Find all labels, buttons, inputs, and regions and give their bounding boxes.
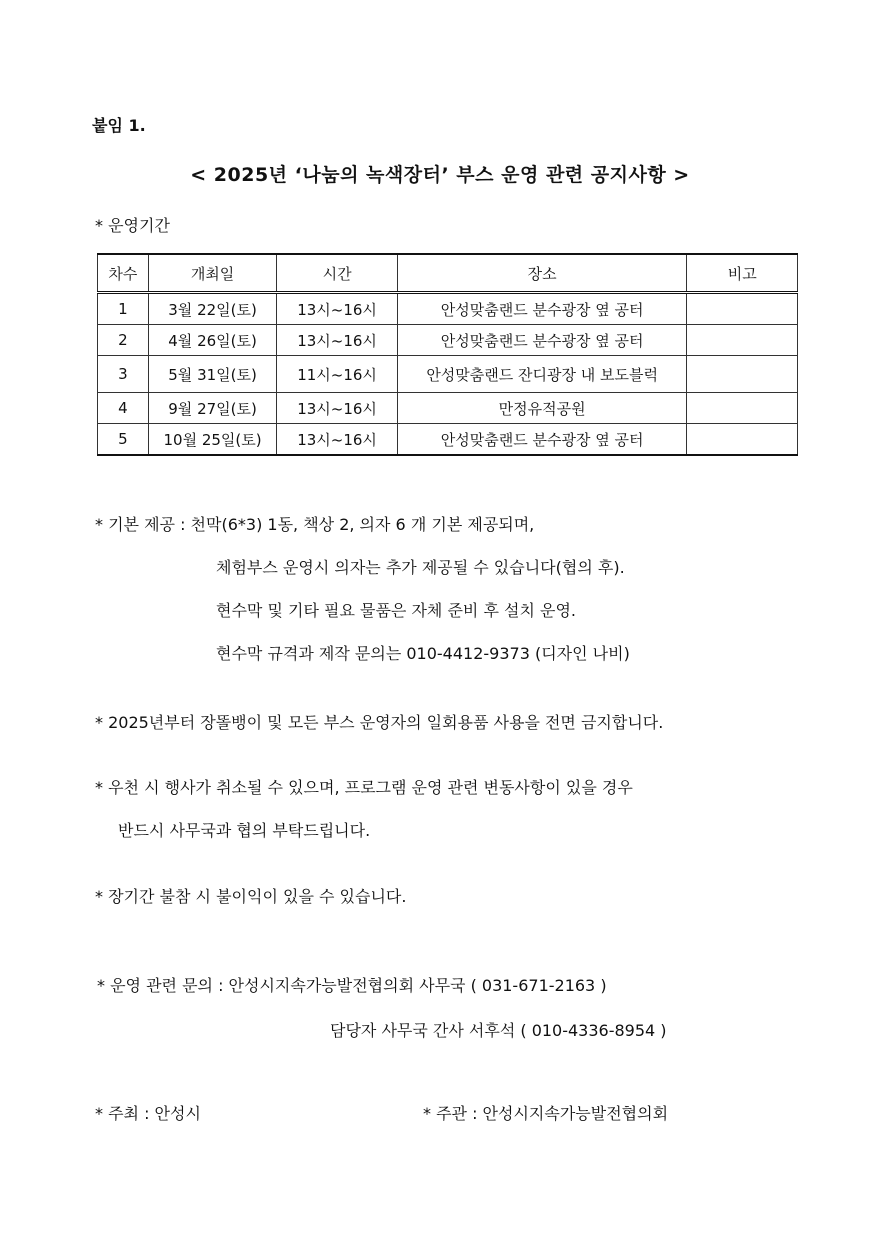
header-cell: 장소	[397, 254, 687, 293]
absence-notice: * 장기간 불참 시 불이익이 있을 수 있습니다.	[95, 887, 407, 906]
date-cell: 9월 27일(토)	[148, 393, 276, 424]
place-cell: 안성맞춤랜드 분수광장 옆 공터	[397, 424, 687, 456]
time-cell: 13시~16시	[277, 393, 398, 424]
place-cell: 안성맞춤랜드 분수광장 옆 공터	[397, 293, 687, 325]
table-row	[98, 325, 798, 356]
organizer-label: * 주관 : 안성시지속가능발전협의회	[423, 1104, 669, 1123]
date-cell: 4월 26일(토)	[148, 325, 276, 356]
round-cell: 2	[98, 325, 149, 356]
basic-provision-line: 현수막 및 기타 필요 물품은 자체 준비 후 설치 운영.	[216, 601, 576, 620]
table-row	[98, 293, 798, 325]
basic-provision-line: 현수막 규격과 제작 문의는 010-4412-9373 (디자인 나비)	[216, 644, 630, 663]
time-cell: 13시~16시	[277, 293, 398, 325]
date-cell: 10월 25일(토)	[148, 424, 276, 456]
note-cell	[687, 356, 798, 393]
host-label: * 주최 : 안성시	[95, 1104, 201, 1123]
note-cell	[687, 424, 798, 456]
contact-line: 담당자 사무국 간사 서후석 ( 010-4336-8954 )	[330, 1021, 667, 1040]
header-cell: 시간	[277, 254, 398, 293]
contact-line: * 운영 관련 문의 : 안성시지속가능발전협의회 사무국 ( 031-671-2163 )	[97, 976, 607, 995]
rain-notice-line: 반드시 사무국과 협의 부탁드립니다.	[118, 821, 371, 840]
header-cell: 개최일	[148, 254, 276, 293]
schedule-table	[97, 253, 798, 456]
table-row	[98, 424, 798, 456]
time-cell: 11시~16시	[277, 356, 398, 393]
rain-notice-line: * 우천 시 행사가 취소될 수 있으며, 프로그램 운영 관련 변동사항이 있을 경우	[95, 778, 633, 797]
round-cell: 1	[98, 293, 149, 325]
date-cell: 5월 31일(토)	[148, 356, 276, 393]
place-cell: 안성맞춤랜드 잔디광장 내 보도블럭	[397, 356, 687, 393]
disposable-ban-notice: * 2025년부터 장똘뱅이 및 모든 부스 운영자의 일회용품 사용을 전면 금지합니다.	[95, 713, 664, 732]
table-header-row	[98, 254, 798, 293]
round-cell: 4	[98, 393, 149, 424]
basic-provision-line: * 기본 제공 : 천막(6*3) 1동, 책상 2, 의자 6 개 기본 제공되며,	[95, 515, 535, 534]
note-cell	[687, 293, 798, 325]
table-row	[98, 393, 798, 424]
round-cell: 3	[98, 356, 149, 393]
table-row	[98, 356, 798, 393]
note-cell	[687, 325, 798, 356]
round-cell: 5	[98, 424, 149, 456]
page-title: < 2025년 ‘나눔의 녹색장터’ 부스 운영 관련 공지사항 >	[190, 164, 690, 186]
basic-provision-line: 체험부스 운영시 의자는 추가 제공될 수 있습니다(협의 후).	[216, 558, 625, 577]
date-cell: 3월 22일(토)	[148, 293, 276, 325]
place-cell: 만정유적공원	[397, 393, 687, 424]
attachment-label: 붙임 1.	[92, 116, 146, 135]
period-heading: * 운영기간	[95, 216, 170, 235]
header-cell: 차수	[98, 254, 149, 293]
place-cell: 안성맞춤랜드 분수광장 옆 공터	[397, 325, 687, 356]
note-cell	[687, 393, 798, 424]
header-cell: 비고	[687, 254, 798, 293]
time-cell: 13시~16시	[277, 424, 398, 456]
time-cell: 13시~16시	[277, 325, 398, 356]
